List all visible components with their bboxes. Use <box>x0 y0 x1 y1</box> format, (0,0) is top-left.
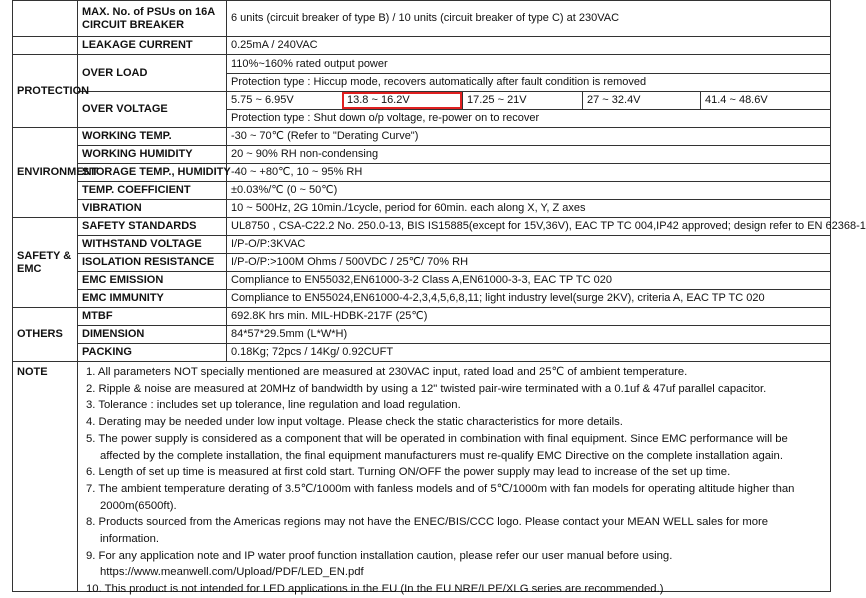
value-max-psus: 6 units (circuit breaker of type B) / 10 units (circuit breaker of type C) at 230VAC <box>227 1 831 37</box>
note-4: 4. Derating may be needed under low input voltage. Please check the static characteristics for more details. <box>86 416 623 429</box>
label-temp-coefficient: TEMP. COEFFICIENT <box>78 182 227 200</box>
row-mtbf <box>13 308 831 326</box>
row-withstand-voltage <box>13 236 831 254</box>
row-storage-temp <box>13 164 831 182</box>
note-9-url: https://www.meanwell.com/Upload/PDF/LED_EN.pdf <box>100 566 364 579</box>
value-isolation-resistance: I/P-O/P:>100M Ohms / 500VDC / 25℃/ 70% RH <box>227 254 831 272</box>
label-emc-emission: EMC EMISSION <box>78 272 227 290</box>
row-temp-coefficient <box>13 182 831 200</box>
row-leakage-current <box>13 37 831 55</box>
row-working-temp <box>13 128 831 146</box>
row-packing <box>13 344 831 362</box>
value-storage-temp: -40 ~ +80℃, 10 ~ 95% RH <box>227 164 831 182</box>
label-dimension: DIMENSION <box>78 326 227 344</box>
value-over-voltage-ranges <box>227 92 831 110</box>
category-protection: PROTECTION <box>13 55 78 128</box>
label-mtbf: MTBF <box>78 308 227 326</box>
category-note: NOTE <box>13 362 78 592</box>
value-safety-standards: UL8750 , CSA-C22.2 No. 250.0-13, BIS IS15885(except for 15V,36V), EAC TP TC 004,IP42 approved; design refer to EN 62368-1 <box>227 218 831 236</box>
value-withstand-voltage: I/P-O/P:3KVAC <box>227 236 831 254</box>
note-7: 7. The ambient temperature derating of 3.5℃/1000m with fanless models and of 5℃/1000m with fan models for operating altitude higher than 2000m(6500ft). <box>86 482 795 512</box>
value-over-voltage-protection: Protection type : Shut down o/p voltage, re-power on to recover <box>227 110 831 128</box>
note-5: 5. The power supply is considered as a component that will be operated in combination with final equipment. Since EMC performance will be affected by the complete installation, the final equipment manufacturers must re-qualify EMC Directive on the complete installation again. <box>86 432 788 462</box>
over-voltage-range-grid <box>227 92 830 109</box>
label-safety-standards: SAFETY STANDARDS <box>78 218 227 236</box>
notes-list <box>78 362 831 596</box>
value-leakage-current: 0.25mA / 240VAC <box>227 37 831 55</box>
row-isolation-resistance <box>13 254 831 272</box>
note-10-partial: 10. This product is not intended for LED applications in the EU (In the EU NRE/LPE/XLG series are recommended.) <box>86 583 664 596</box>
category-others: OTHERS <box>13 308 78 362</box>
note-1: 1. All parameters NOT specially mentioned are measured at 230VAC input, rated load and 25℃ of ambient temperature. <box>86 366 688 378</box>
value-working-humidity: 20 ~ 90% RH non-condensing <box>227 146 831 164</box>
ovp-range-5: 41.4 ~ 48.6V <box>700 92 831 109</box>
row-vibration <box>13 200 831 218</box>
ovp-range-3: 17.25 ~ 21V <box>462 92 582 109</box>
label-emc-immunity: EMC IMMUNITY <box>78 290 227 308</box>
value-working-temp: -30 ~ 70℃ (Refer to "Derating Curve") <box>227 128 831 146</box>
note-3: 3. Tolerance : includes set up tolerance, line regulation and load regulation. <box>86 399 461 412</box>
category-safety-emc: SAFETY & EMC <box>13 218 78 308</box>
row-max-psus <box>13 1 831 37</box>
note-2: 2. Ripple & noise are measured at 20MHz of bandwidth by using a 12" twisted pair-wire terminated with a 0.1uf & 47uf parallel capacitor. <box>86 382 767 395</box>
note-6: 6. Length of set up time is measured at first cold start. Turning ON/OFF the power supply may lead to increase of the set up time. <box>86 466 731 479</box>
label-over-load: OVER LOAD <box>78 55 227 92</box>
specification-table <box>12 0 866 596</box>
label-isolation-resistance: ISOLATION RESISTANCE <box>78 254 227 272</box>
row-emc-emission <box>13 272 831 290</box>
label-max-psus: MAX. No. of PSUs on 16A CIRCUIT BREAKER <box>78 1 227 37</box>
ovp-range-1: 5.75 ~ 6.95V <box>231 94 294 106</box>
note-9: 9. For any application note and IP water proof function installation caution, please refer our user manual before using. https://www.meanwell.com/Upload/PDF/LED_EN.pdf <box>82 548 826 581</box>
row-emc-immunity <box>13 290 831 308</box>
ovp-range-4: 27 ~ 32.4V <box>582 92 700 109</box>
label-leakage-current: LEAKAGE CURRENT <box>78 37 227 55</box>
label-over-voltage: OVER VOLTAGE <box>78 92 227 128</box>
row-working-humidity <box>13 146 831 164</box>
value-emc-emission: Compliance to EN55032,EN61000-3-2 Class A,EN61000-3-3, EAC TP TC 020 <box>227 272 831 290</box>
value-over-load-range: 110%~160% rated output power <box>227 55 831 74</box>
value-packing: 0.18Kg; 72pcs / 14Kg/ 0.92CUFT <box>227 344 831 362</box>
value-temp-coefficient: ±0.03%/℃ (0 ~ 50℃) <box>227 182 831 200</box>
label-working-temp: WORKING TEMP. <box>78 128 227 146</box>
row-over-voltage-1 <box>13 92 831 110</box>
category-environment: ENVIRONMENT <box>13 128 78 218</box>
value-dimension: 84*57*29.5mm (L*W*H) <box>227 326 831 344</box>
value-vibration: 10 ~ 500Hz, 2G 10min./1cycle, period for 60min. each along X, Y, Z axes <box>227 200 831 218</box>
row-safety-standards <box>13 218 831 236</box>
value-mtbf: 692.8K hrs min. MIL-HDBK-217F (25℃) <box>227 308 831 326</box>
label-withstand-voltage: WITHSTAND VOLTAGE <box>78 236 227 254</box>
label-vibration: VIBRATION <box>78 200 227 218</box>
row-over-load-1 <box>13 55 831 74</box>
ovp-range-2-highlighted: 13.8 ~ 16.2V <box>342 92 462 109</box>
label-working-humidity: WORKING HUMIDITY <box>78 146 227 164</box>
value-over-load-protection: Protection type : Hiccup mode, recovers automatically after fault condition is removed <box>227 74 831 92</box>
row-dimension <box>13 326 831 344</box>
row-note <box>13 362 831 592</box>
note-8: 8. Products sourced from the Americas regions may not have the ENEC/BIS/CCC logo. Please contact your MEAN WELL sales for more information. <box>86 516 769 546</box>
label-storage-temp: STORAGE TEMP., HUMIDITY <box>78 164 227 182</box>
label-packing: PACKING <box>78 344 227 362</box>
value-emc-immunity: Compliance to EN55024,EN61000-4-2,3,4,5,6,8,11; light industry level(surge 2KV), criteria A, EAC TP TC 020 <box>227 290 831 308</box>
